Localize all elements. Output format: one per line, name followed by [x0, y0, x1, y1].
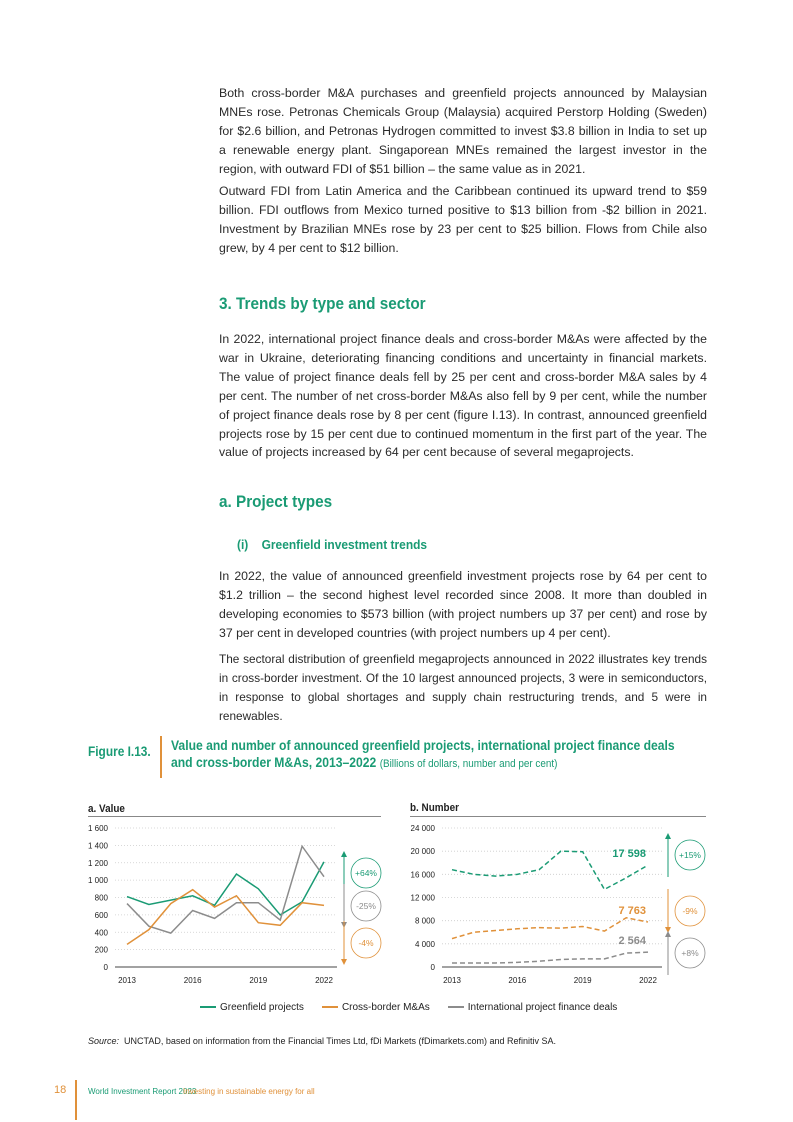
paragraph: Outward FDI from Latin America and the Caribbean continued its upward trend to $59 billion. FDI outflows from Mexico turned positive to $13 billion from -$2 billion in 2021. Investment by Brazilian MNEs rose by 23 per cent to $25 billion. Flows from Chile also grew, by 4 per cent to $12 billion.: [219, 184, 707, 255]
legend-label: Cross-border M&As: [341, 1002, 430, 1013]
change-label: -9%: [682, 906, 698, 916]
page-number: 18: [54, 1084, 67, 1096]
x-tick-label: 2013: [443, 976, 461, 985]
series-line-international-project-finance-deals: [452, 952, 648, 963]
figure-divider: [160, 736, 162, 778]
x-tick-label: 2013: [118, 976, 136, 985]
footer-divider: [75, 1080, 77, 1120]
section-heading: 3. Trends by type and sector: [219, 294, 426, 313]
paragraph: In 2022, the value of announced greenfield investment projects rose by 64 per cent to $1.2 trillion – the second highest level recorded since 2008. It more than doubled in developing economies to $573 billion (with project numbers up 37 per cent) and rose by 37 per cent in developed countries (with project numbers up 4 per cent).: [219, 569, 707, 640]
y-tick-label: 1 000: [87, 876, 108, 886]
panel-a-rule: [88, 816, 381, 817]
panel-a-title: a. Value: [88, 803, 125, 815]
y-tick-label: 4 000: [414, 939, 435, 949]
y-tick-label: 1 600: [87, 824, 108, 833]
change-label: +64%: [355, 868, 377, 878]
end-value-label: 7 763: [618, 905, 646, 918]
panel-b-title: b. Number: [410, 802, 459, 814]
legend-label: International project finance deals: [467, 1002, 618, 1013]
y-tick-label: 200: [94, 945, 108, 955]
arrow-head-icon: [665, 833, 671, 839]
footer-report: World Investment Report 2023: [88, 1087, 197, 1096]
value-chart: [80, 820, 390, 990]
legend-label: Greenfield projects: [220, 1002, 304, 1013]
arrow-head-icon: [341, 851, 347, 857]
x-tick-label: 2016: [183, 976, 202, 985]
footer-theme: Investing in sustainable energy for all: [183, 1087, 315, 1096]
y-tick-label: 600: [94, 910, 108, 920]
y-tick-label: 800: [94, 893, 108, 903]
heading-text: Greenfield investment trends: [261, 537, 428, 552]
legend-item-ma: [322, 1002, 430, 1013]
y-tick-label: 400: [94, 928, 108, 938]
x-tick-label: 2019: [249, 976, 268, 985]
number-chart: [400, 820, 710, 990]
y-tick-label: 16 000: [410, 870, 435, 880]
y-tick-label: 8 000: [414, 916, 435, 926]
figure-title: [171, 737, 675, 773]
y-tick-label: 20 000: [410, 847, 435, 857]
y-tick-label: 1 400: [87, 841, 108, 851]
x-tick-label: 2019: [573, 976, 592, 985]
paragraph: Both cross-border M&A purchases and greenfield projects announced by Malaysian MNEs rose. Petronas Chemicals Group (Malaysia) acquired Perstorp Holding (Sweden) for $2.6 billion, and Petronas Hydrogen committed to invest $3.8 billion in India to set up a renewable energy plant. Singaporean MNEs remained the largest investor in the region, with outward FDI of $51 billion – the same value as in 2021.: [219, 86, 707, 176]
y-tick-label: 24 000: [410, 824, 435, 833]
source-text: UNCTAD, based on information from the Financial Times Ltd, fDi Markets (fDimarkets.com) and Refinitiv SA.: [124, 1036, 557, 1046]
x-tick-label: 2022: [315, 976, 333, 985]
change-label: +8%: [681, 948, 699, 958]
change-label: +15%: [679, 850, 701, 860]
x-tick-label: 2022: [639, 976, 657, 985]
change-label: -4%: [358, 938, 374, 948]
figure-subtitle: (Billions of dollars, number and per cent): [379, 758, 558, 770]
figure-source: [88, 1036, 556, 1046]
change-label: -25%: [356, 901, 376, 911]
y-tick-label: 0: [430, 963, 435, 972]
y-tick-label: 1 200: [87, 858, 108, 868]
subsubsection-heading: [237, 537, 427, 552]
figure-title-text: Value and number of announced greenfield projects, international project finance deals and cross-border M&As, 2013–2022: [171, 738, 675, 770]
paragraph: In 2022, international project finance deals and cross-border M&As were affected by the war in Ukraine, deteriorating financing conditions and uncertainty in financial markets. The value of project finance deals fell by 25 per cent and cross-border M&A sales by 4 per cent. The number of net cross-border M&As also fell by 9 per cent, while the number of project finance deals rose by 8 per cent (figure I.13). In contrast, announced greenfield projects rose by 15 per cent due to continued momentum in the first part of the year. The value of projects increased by 64 per cent because of several megaprojects.: [219, 332, 707, 460]
y-tick-label: 12 000: [410, 893, 435, 903]
paragraph: The sectoral distribution of greenfield megaprojects announced in 2022 illustrates key trends in cross-border investment. Of the 10 largest announced projects, 3 were in semiconductors, in response to global shortages and supply chain restructuring trends, and 5 were in renewables.: [219, 652, 707, 723]
subsection-heading: a. Project types: [219, 492, 333, 511]
arrow-head-icon: [665, 931, 671, 937]
x-tick-label: 2016: [508, 976, 527, 985]
end-value-label: 17 598: [612, 848, 646, 861]
y-tick-label: 0: [103, 963, 108, 972]
arrow-head-icon: [341, 959, 347, 965]
heading-number: (i): [237, 537, 249, 552]
legend-item-greenfield: [200, 1002, 304, 1013]
end-value-label: 2 564: [618, 935, 646, 948]
panel-b-rule: [410, 816, 706, 817]
source-label: Source:: [88, 1036, 120, 1046]
legend-item-pf: [448, 1002, 618, 1013]
series-line-cross-border-m-as: [127, 890, 324, 945]
figure-label: Figure I.13.: [88, 744, 151, 759]
chart-legend: [200, 1002, 617, 1013]
